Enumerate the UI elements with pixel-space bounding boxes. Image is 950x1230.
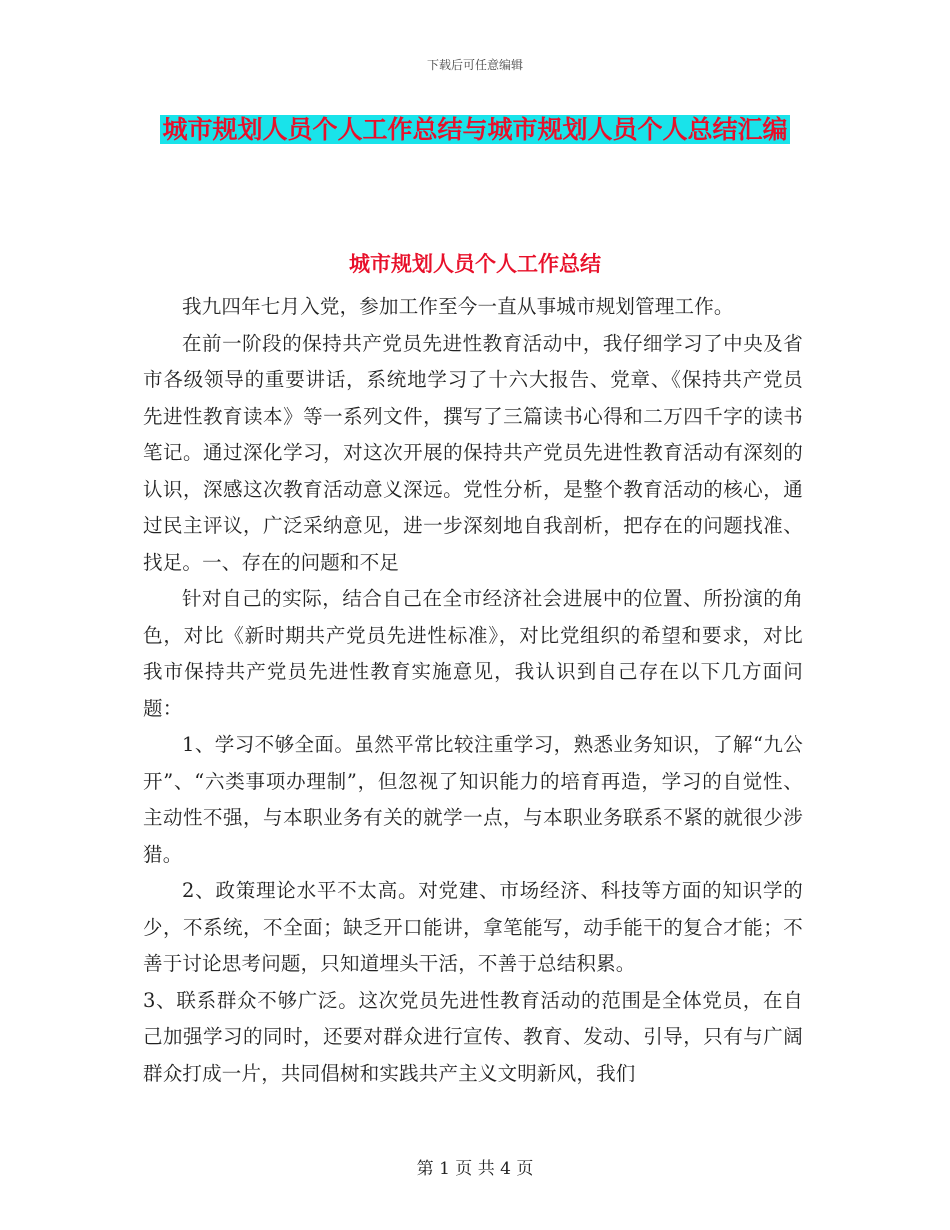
header-note: 下载后可任意编辑	[426, 58, 523, 72]
document-title-text: 城市规划人员个人工作总结与城市规划人员个人总结汇编	[162, 115, 788, 144]
body-text	[143, 289, 803, 1092]
paragraph-1: 我九四年七月入党，参加工作至今一直从事城市规划管理工作。	[182, 295, 734, 318]
document-title	[140, 108, 810, 152]
paragraph-3: 针对自己的实际，结合自己在全市经济社会进展中的位置、所扮演的角色，对比《新时期共产党员先进性标准》，对比党组织的希望和要求，对比我市保持共产党员先进性教育实施意见，我认识到自己存在以下几方面问题：	[143, 587, 803, 720]
page-footer: 第 1 页 共 4 页	[416, 1159, 534, 1179]
section-title: 城市规划人员个人工作总结	[349, 252, 601, 276]
paragraph-6: 3、联系群众不够广泛。这次党员先进性教育活动的范围是全体党员，在自己加强学习的同时，还要对群众进行宣传、教育、发动、引导，只有与广阔群众打成一片，共同倡树和实践共产主义文明新风，我们	[143, 988, 803, 1085]
paragraph-2: 在前一阶段的保持共产党员先进性教育活动中，我仔细学习了中央及省市各级领导的重要讲话，系统地学习了十六大报告、党章、《保持共产党员先进性教育读本》等一系列文件，撰写了三篇读书心得和二万四千字的读书笔记。通过深化学习，对这次开展的保持共产党员先进性教育活动有深刻的认识，深感这次教育活动意义深远。党性分析，是整个教育活动的核心，通过民主评议，广泛采纳意见，进一步深刻地自我剖析，把存在的问题找准、找足。一、存在的问题和不足	[143, 331, 803, 574]
paragraph-4: 1、学习不够全面。虽然平常比较注重学习，熟悉业务知识，了解“九公开”、“六类事项办理制”，但忽视了知识能力的培育再造，学习的自觉性、主动性不强，与本职业务有关的就学一点，与本职业务联系不紧的就很少涉猎。	[143, 733, 803, 866]
paragraph-5: 2、政策理论水平不太高。对党建、市场经济、科技等方面的知识学的少，不系统，不全面；缺乏开口能讲，拿笔能写，动手能干的复合才能；不善于讨论思考问题，只知道埋头干活，不善于总结积累。	[143, 879, 803, 975]
